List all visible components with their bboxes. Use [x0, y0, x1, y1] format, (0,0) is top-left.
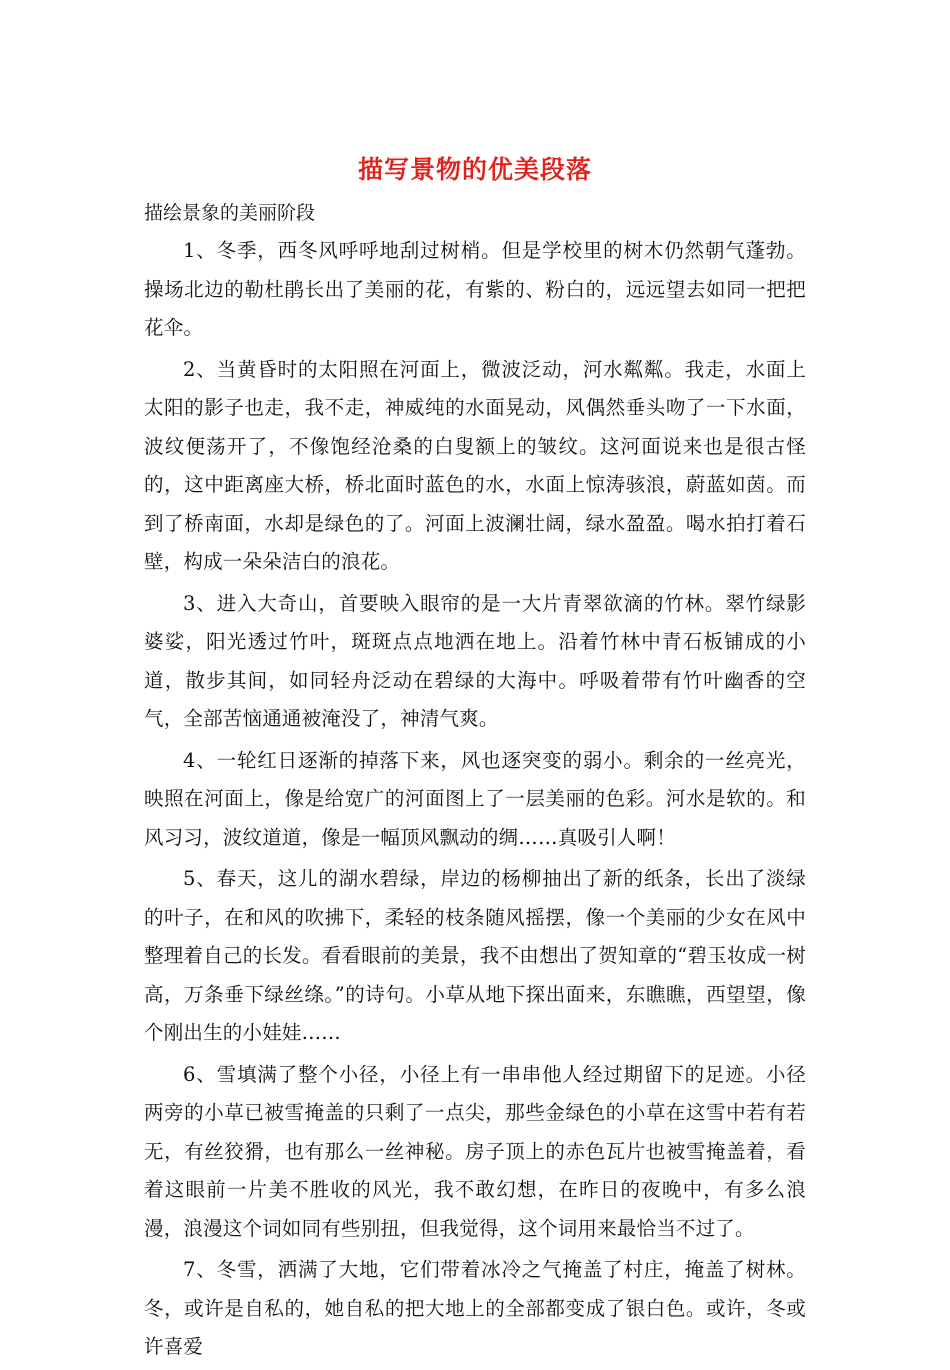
paragraph-1: 1、冬季，西冬风呼呼地刮过树梢。但是学校里的树木仍然朝气蓬勃。操场北边的勒杜鹃长出了美丽的花，有紫的、粉白的，远远望去如同一把把花伞。 [144, 239, 806, 339]
paragraph-3: 3、进入大奇山，首要映入眼帘的是一大片青翠欲滴的竹林。翠竹绿影婆娑，阳光透过竹叶，斑斑点点地洒在地上。沿着竹林中青石板铺成的小道，散步其间，如同轻舟泛动在碧绿的大海中。呼吸着带有竹叶幽香的空气，全部苦恼通通被淹没了，神清气爽。 [144, 591, 806, 730]
document-page [144, 150, 806, 1370]
paragraph-2: 2、当黄昏时的太阳照在河面上，微波泛动，河水粼粼。我走，水面上太阳的影子也走，我不走，神威纯的水面晃动，风偶然垂头吻了一下水面，波纹便荡开了，不像饱经沧桑的白叟额上的皱纹。这河面说来也是很古怪的，这中距离座大桥，桥北面时蓝色的水，水面上惊涛骇浪，蔚蓝如茵。而到了桥南面，水却是绿色的了。河面上波澜壮阔，绿水盈盈。喝水拍打着石壁，构成一朵朵洁白的浪花。 [144, 357, 806, 573]
document-title: 描写景物的优美段落 [357, 155, 592, 184]
paragraph-4: 4、一轮红日逐渐的掉落下来，风也逐突变的弱小。剩余的一丝亮光，映照在河面上，像是给宽广的河面图上了一层美丽的色彩。河水是软的。和风习习，波纹道道，像是一幅顶风飘动的绸……真吸引人啊！ [144, 748, 806, 849]
paragraph-5: 5、春天，这儿的湖水碧绿，岸边的杨柳抽出了新的纸条，长出了淡绿的叶子，在和风的吹拂下，柔轻的枝条随风摇摆，像一个美丽的少女在风中整理着自己的长发。看看眼前的美景，我不由想出了贺知章的“碧玉妆成一树高，万条垂下绿丝绦。”的诗句。小草从地下探出面来，东瞧瞧，西望望，像个刚出生的小娃娃…… [144, 867, 806, 1044]
paragraph-7: 7、冬雪，洒满了大地，它们带着冰冷之气掩盖了村庄，掩盖了树林。冬，或许是自私的，她自私的把大地上的全部都变成了银白色。或许，冬或许喜爱 [144, 1258, 806, 1358]
document-subtitle: 描绘景象的美丽阶段 [144, 202, 316, 224]
paragraph-6: 6、雪填满了整个小径，小径上有一串串他人经过期留下的足迹。小径两旁的小草已被雪掩盖的只剩了一点尖，那些金绿色的小草在这雪中若有若无，有丝狡猾，也有那么一丝神秘。房子顶上的赤色瓦片也被雪掩盖着，看着这眼前一片美不胜收的风光，我不敢幻想，在昨日的夜晚中，有多么浪漫，浪漫这个词如同有些别扭，但我觉得，这个词用来最恰当不过了。 [144, 1062, 806, 1240]
